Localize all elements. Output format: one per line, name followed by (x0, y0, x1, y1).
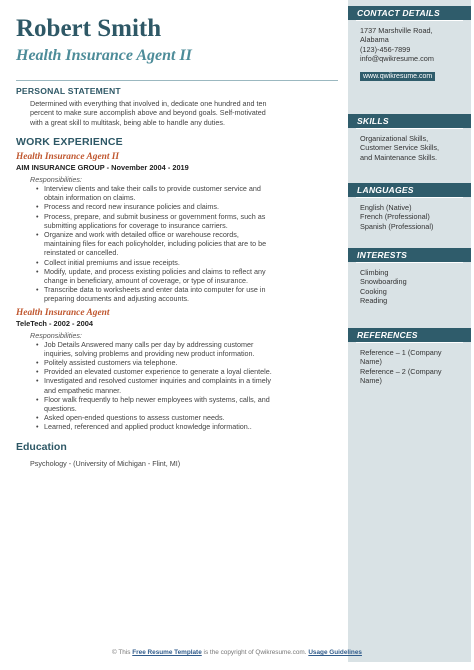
skills-line: and Maintenance Skills. (360, 152, 438, 162)
work-experience-heading: WORK EXPERIENCE (16, 135, 123, 148)
job-list (16, 152, 338, 432)
references-heading: REFERENCES (348, 328, 471, 342)
sidebar-panel (348, 0, 471, 662)
interest-item: Climbing (360, 268, 389, 277)
responsibility-line: • Investigated and resolved customer inquiries and complaints in a timely (44, 376, 271, 386)
contact-address-line1: 1737 Marshville Road, (360, 26, 433, 35)
responsibility-line: • Provided an elevated customer experience to generate a loyal clientele. (44, 367, 272, 377)
responsibility-line: • Transcribe data to worksheets and enter data into computer for use in (44, 285, 266, 295)
responsibility-line: • Modify, update, and process existing policies and claims to reflect any (44, 266, 266, 276)
responsibility-line: • Asked open-ended questions to assess customer needs. (44, 413, 225, 423)
contact-website[interactable]: www.qwikresume.com (360, 72, 435, 81)
responsibility-line: reinstated or cancelled. (44, 248, 119, 258)
usage-guidelines-link[interactable]: Usage Guidelines (308, 649, 362, 656)
responsibility-line: obtain information on claims. (44, 193, 136, 203)
responsibilities-label: Responsibilities: (30, 330, 82, 340)
responsibility-line: maintaining files for each policyholder, including policies that are to be (44, 239, 267, 249)
job-title: Health Insurance Agent (16, 307, 110, 318)
responsibility-line: questions. (44, 403, 77, 413)
interests-section (348, 248, 471, 306)
languages-section (348, 183, 471, 231)
responsibility-item (36, 258, 338, 267)
interest-item: Snowboarding (360, 277, 407, 287)
responsibilities-label: Responsibilities: (30, 174, 82, 184)
responsibility-line: • Process and record new insurance policies and claims. (44, 202, 219, 212)
responsibility-line: preparing documents and adjusting accounts. (44, 294, 190, 304)
responsibility-item (36, 376, 338, 394)
responsibility-line: • Politely assisted customers via telephone. (44, 357, 178, 367)
responsibility-item (36, 340, 338, 358)
responsibility-line: and empathetic manner. (44, 385, 122, 395)
job-company-dates: AIM INSURANCE GROUP - November 2004 - 2019 (16, 162, 189, 172)
contact-email[interactable]: info@qwikresume.com (360, 54, 434, 64)
language-item: French (Professional) (360, 212, 430, 222)
responsibility-line: • Learned, referenced and applied product knowledge information.. (44, 422, 252, 432)
references-section (348, 328, 471, 386)
responsibility-line: • Interview clients and take their calls to provide customer service and (44, 183, 261, 193)
contact-address-line2: Alabama (360, 35, 389, 45)
responsibility-line: • Floor walk frequently to help newer employees with systems, calls, and (44, 394, 270, 404)
responsibility-item (36, 358, 338, 367)
responsibility-line: inquiries, solving problems and providing new product information. (44, 348, 255, 358)
reference-line: Name) (360, 357, 382, 367)
personal-statement-text: Determined with everything that involved in, dedicate one hundred and ten percent to make sure accomplish above and beyond goals. Self-motivated with a great skill to multitask, being able to handle any duties. (30, 99, 267, 127)
responsibility-line: • Process, prepare, and submit business or government forms, such as (44, 211, 266, 221)
interest-item: Cooking (360, 286, 387, 296)
free-resume-template-link[interactable]: Free Resume Template (132, 649, 202, 656)
job-title: Health Insurance Agent II (16, 151, 120, 162)
responsibility-item (36, 230, 338, 258)
candidate-name: Robert Smith (16, 15, 162, 42)
reference-line: Reference – 1 (Company (360, 348, 442, 357)
personal-statement-heading: PERSONAL STATEMENT (16, 86, 121, 96)
job-company-dates: TeleTech - 2002 - 2004 (16, 318, 93, 328)
education-heading: Education (16, 440, 67, 453)
education-item: Psychology - (University of Michigan - Flint, MI) (30, 458, 181, 468)
languages-heading: LANGUAGES (348, 183, 471, 197)
skills-heading: SKILLS (348, 114, 471, 128)
responsibility-line: • Job Details Answered many calls per day by addressing customer (44, 339, 254, 349)
responsibility-item (36, 202, 338, 211)
responsibility-item (36, 367, 338, 376)
contact-heading: CONTACT DETAILS (348, 6, 471, 20)
footer-middle: is the copyright of Qwikresume.com. (201, 649, 309, 656)
contact-section (348, 6, 471, 83)
contact-phone: (123)-456-7899 (360, 44, 411, 54)
responsibility-item (36, 422, 338, 431)
responsibility-line: • Collect initial premiums and issue receipts. (44, 257, 180, 267)
reference-line: Reference – 2 (Company (360, 366, 442, 376)
responsibility-item (36, 395, 338, 413)
skills-section (348, 114, 471, 162)
language-item: Spanish (Professional) (360, 221, 434, 231)
footer-prefix: © This (112, 649, 133, 656)
reference-line: Name) (360, 376, 382, 386)
responsibility-list (16, 340, 338, 432)
responsibility-item (36, 184, 338, 202)
responsibility-line: submitting applications for coverage to insurance carriers. (44, 220, 228, 230)
responsibility-item (36, 212, 338, 230)
skills-line: Organizational Skills, (360, 134, 429, 143)
interest-item: Reading (360, 296, 388, 306)
footer (0, 648, 474, 657)
responsibility-item (36, 413, 338, 422)
interests-heading: INTERESTS (348, 248, 471, 262)
responsibility-item (36, 285, 338, 303)
responsibility-line: change in beneficiary, amount of coverage, or type of insurance. (44, 275, 249, 285)
responsibility-list (16, 184, 338, 304)
skills-line: Customer Service Skills, (360, 143, 440, 153)
sidebar (345, 0, 474, 670)
main-column (16, 14, 338, 468)
candidate-title: Health Insurance Agent II (16, 47, 192, 64)
header-divider (16, 80, 338, 81)
language-item: English (Native) (360, 203, 412, 212)
responsibility-line: • Organize and work with detailed office or warehouse records, (44, 229, 239, 239)
responsibility-item (36, 267, 338, 285)
